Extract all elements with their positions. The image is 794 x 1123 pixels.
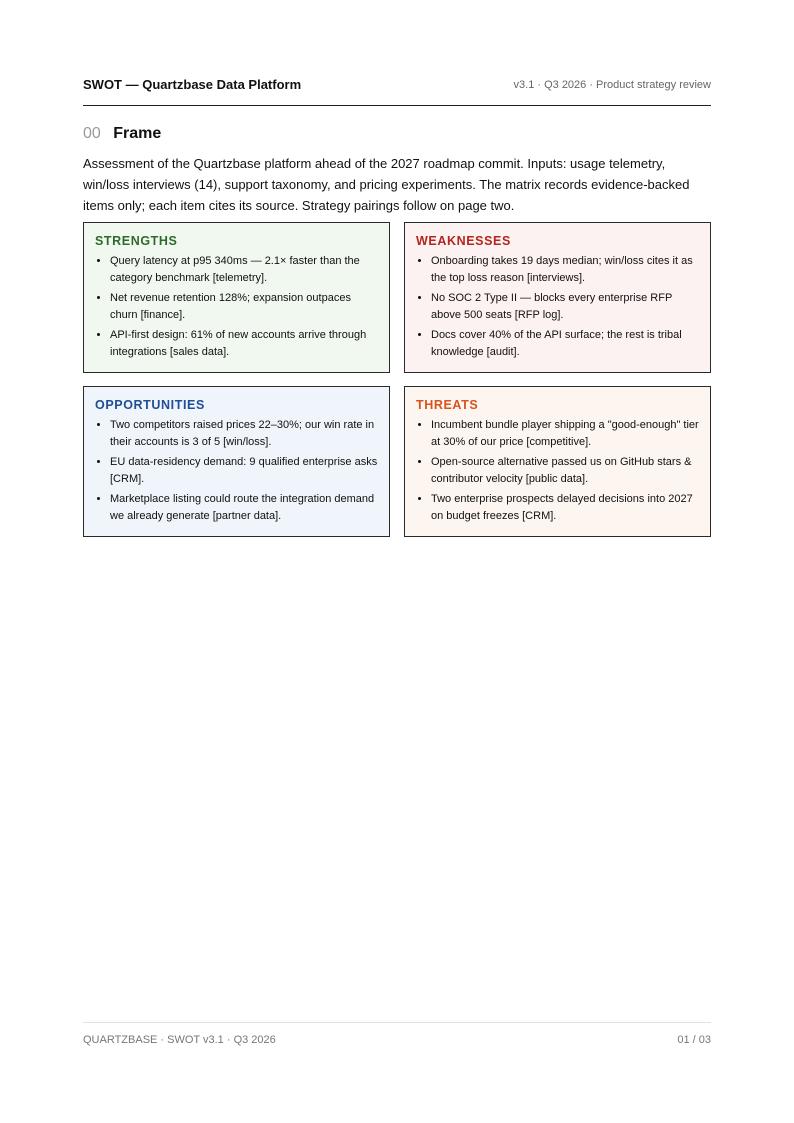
list-item: • Two competitors raised prices 22–30%; our win rate in their accounts is 3 of 5 [win/loss]. bbox=[110, 417, 378, 451]
page-header bbox=[83, 77, 711, 106]
list-item: • Docs cover 40% of the API surface; the rest is tribal knowledge [audit]. bbox=[431, 327, 699, 361]
page-number: 01 / 03 bbox=[677, 1034, 711, 1046]
list-item: • API-first design: 61% of new accounts arrive through integrations [sales data]. bbox=[110, 327, 378, 361]
threats-quadrant bbox=[404, 386, 711, 537]
list-item: • No SOC 2 Type II — blocks every enterprise RFP above 500 seats [RFP log]. bbox=[431, 290, 699, 324]
opportunities-quadrant bbox=[83, 386, 390, 537]
list-item: • Incumbent bundle player shipping a "good-enough" tier at 30% of our price [competitive]. bbox=[431, 417, 699, 451]
quadrant-title: THREATS bbox=[416, 398, 479, 412]
list-item: • Marketplace listing could route the integration demand we already generate [partner data]. bbox=[110, 491, 378, 525]
strengths-quadrant bbox=[83, 222, 390, 373]
section-title: Frame bbox=[113, 125, 162, 142]
weaknesses-quadrant bbox=[404, 222, 711, 373]
quadrant-title: WEAKNESSES bbox=[416, 234, 511, 248]
list-item: • Net revenue retention 128%; expansion outpaces churn [finance]. bbox=[110, 290, 378, 324]
intro-paragraph: Assessment of the Quartzbase platform ahead of the 2027 roadmap commit. Inputs: usage telemetry, win/loss interviews (14), support taxonomy, and pricing experiments. The matrix records evidence-backed items only; each item cites its source. Strategy pairings follow on page two. bbox=[83, 156, 690, 213]
section-number: 00 bbox=[83, 125, 101, 142]
footer-label: QUARTZBASE · SWOT v3.1 · Q3 2026 bbox=[83, 1034, 276, 1046]
page-footer bbox=[83, 1022, 711, 1047]
section-heading bbox=[83, 125, 161, 147]
document-title: SWOT — Quartzbase Data Platform bbox=[83, 77, 302, 92]
list-item: • Query latency at p95 340ms — 2.1× faster than the category benchmark [telemetry]. bbox=[110, 253, 378, 287]
quadrant-list bbox=[416, 417, 699, 525]
quadrant-list bbox=[95, 253, 378, 361]
list-item: • EU data-residency demand: 9 qualified enterprise asks [CRM]. bbox=[110, 454, 378, 488]
quadrant-title: STRENGTHS bbox=[95, 234, 178, 248]
list-item: • Open-source alternative passed us on GitHub stars & contributor velocity [public data]. bbox=[431, 454, 699, 488]
quadrant-title: OPPORTUNITIES bbox=[95, 398, 205, 412]
list-item: • Two enterprise prospects delayed decisions into 2027 on budget freezes [CRM]. bbox=[431, 491, 699, 525]
quadrant-list bbox=[416, 253, 699, 361]
list-item: • Onboarding takes 19 days median; win/loss cites it as the top loss reason [interviews]. bbox=[431, 253, 699, 287]
document-meta: v3.1 · Q3 2026 · Product strategy review bbox=[513, 79, 711, 91]
quadrant-list bbox=[95, 417, 378, 525]
